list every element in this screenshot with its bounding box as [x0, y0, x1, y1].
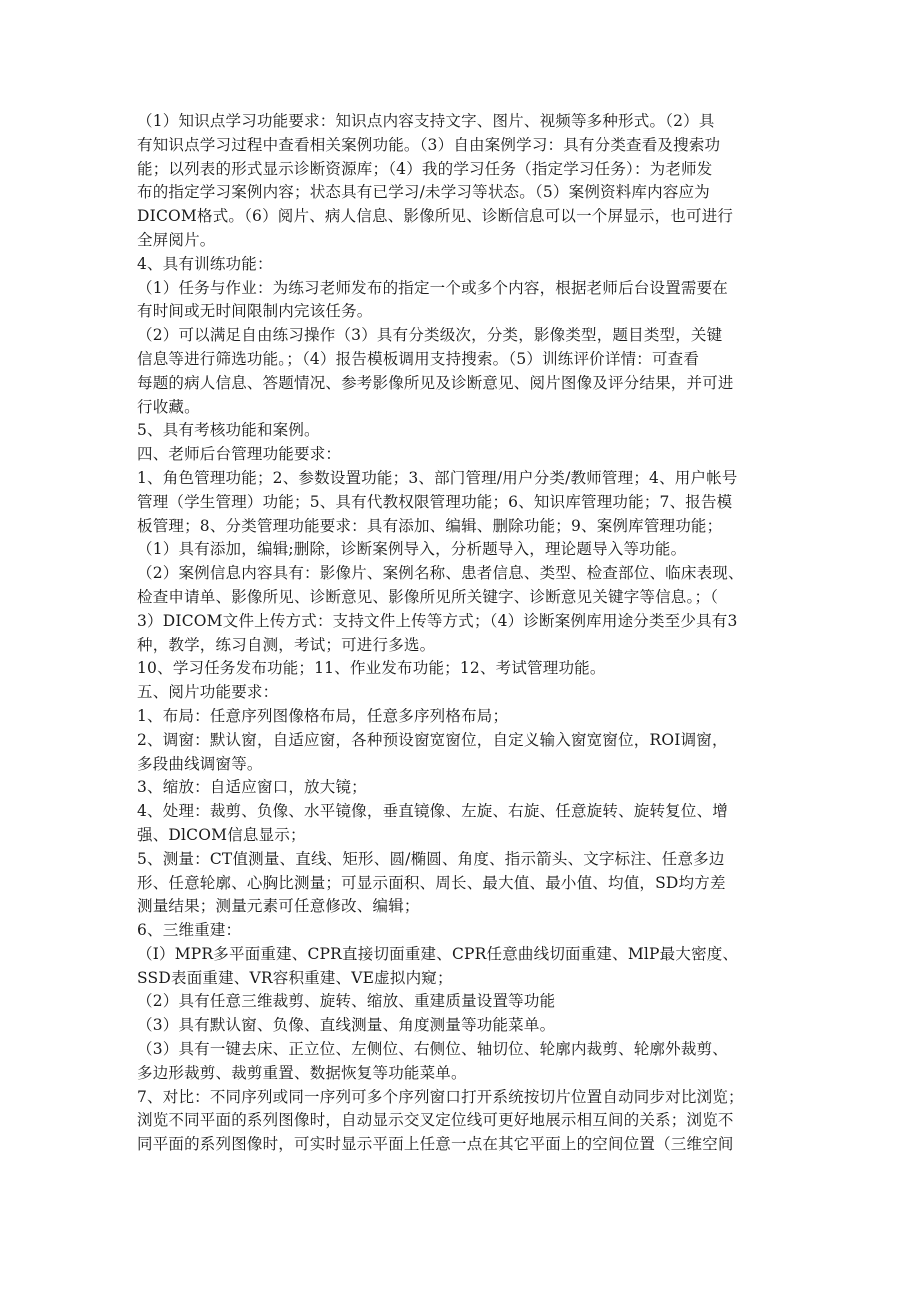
- text-line: （2）具有任意三维裁剪、旋转、缩放、重建质量设置等功能: [137, 992, 556, 1011]
- text-line: 形、任意轮廓、心胸比测量；可显示面积、周长、最大值、最小值、均值，SD均方差: [137, 873, 726, 892]
- text-line: DICOM格式。（6）阅片、病人信息、影像所见、诊断信息可以一个屏显示，也可进行: [137, 207, 734, 226]
- text-line: 1、布局：任意序列图像格布局，任意多序列格布局；: [137, 706, 509, 725]
- text-line: （1）知识点学习功能要求：知识点内容支持文字、图片、视频等多种形式。（2）具: [137, 112, 715, 130]
- text-line: 测量结果；测量元素可任意修改、编辑；: [137, 897, 420, 916]
- text-line: （1）任务与作业：为练习老师发布的指定一个或多个内容，根据老师后台设置需要在: [137, 278, 728, 297]
- text-line: 板管理；8、分类管理功能要求：具有添加、编辑、删除功能；9、案例库管理功能；: [137, 516, 723, 535]
- text-line: 6、三维重建：: [137, 921, 242, 940]
- text-line: 管理（学生管理）功能；5、具有代教权限管理功能；6、知识库管理功能；7、报告模: [137, 492, 733, 511]
- text-line: 每题的病人信息、答题情况、参考影像所见及诊断意见、阅片图像及评分结果，并可进: [137, 373, 734, 392]
- text-line: 4、处理：裁剪、负像、水平镜像，垂直镜像、左旋、右旋、任意旋转、旋转复位、增: [137, 802, 728, 821]
- document-body: [137, 110, 787, 1157]
- text-line: （2）可以满足自由练习操作（3）具有分类级次，分类，影像类型，题目类型，关键: [137, 326, 723, 345]
- text-line: 3、缩放：自适应窗口，放大镜；: [137, 778, 367, 797]
- text-line: 2、调窗：默认窗，自适应窗，各种预设窗宽窗位，自定义输入窗宽窗位，ROI调窗，: [137, 730, 728, 749]
- text-line: （3）具有默认窗、负像、直线测量、角度测量等功能菜单。: [137, 1016, 556, 1035]
- text-line: 有知识点学习过程中查看相关案例功能。（3）自由案例学习：具有分类查看及搜索功: [137, 135, 721, 154]
- text-line: （3）具有一键去床、正立位、左侧位、右侧位、轴切位、轮廓内裁剪、轮廓外裁剪、: [137, 1040, 728, 1059]
- text-line: 多段曲线调窗等。: [137, 754, 263, 773]
- text-line: 能；以列表的形式显示诊断资源库；（4）我的学习任务（指定学习任务）：为老师发: [137, 159, 713, 178]
- text-line: 种，教学，练习自测，考试；可进行多选。: [137, 635, 436, 654]
- text-line: （1）具有添加，编辑;删除，诊断案例导入，分析题导入，理论题导入等功能。: [137, 540, 687, 559]
- text-line: 3）DICOM文件上传方式：支持文件上传等方式；（4）诊断案例库用途分类至少具有3: [137, 611, 738, 630]
- text-line: 强、DlCOM信息显示；: [137, 825, 306, 844]
- text-line: SSD表面重建、VR容积重建、VE虚拟内窥；: [137, 968, 453, 987]
- text-line: （I）MPR多平面重建、CPR直接切面重建、CPR任意曲线切面重建、MlP最大密度、: [137, 944, 739, 963]
- text-line: （2）案例信息内容具有：影像片、案例名称、患者信息、类型、检查部位、临床表现、: [137, 564, 744, 583]
- text-line: 多边形裁剪、裁剪重置、数据恢复等功能菜单。: [137, 1063, 467, 1082]
- text-line: 四、老师后台管理功能要求：: [137, 445, 342, 464]
- text-line: 五、阅片功能要求：: [137, 683, 279, 702]
- text-line: 5、具有考核功能和案例。: [137, 421, 320, 440]
- text-line: 7、对比：不同序列或同一序列可多个序列窗口打开系统按切片位置自动同步对比浏览；: [137, 1087, 744, 1106]
- text-line: 布的指定学习案例内容；状态具有已学习/未学习等状态。（5）案例资料库内容应为: [137, 183, 710, 202]
- text-line: 10、学习任务发布功能；11、作业发布功能；12、考试管理功能。: [137, 659, 606, 678]
- text-line: 1、角色管理功能；2、参数设置功能；3、部门管理/用户分类/教师管理；4、用户帐号: [137, 468, 738, 487]
- text-line: 同平面的系列图像时，可实时显示平面上任意一点在其它平面上的空间位置（三维空间: [137, 1135, 734, 1154]
- text-line: 浏览不同平面的系列图像时，自动显示交叉定位线可更好地展示相互间的关系；浏览不: [137, 1111, 734, 1130]
- text-line: 信息等进行筛选功能。；（4）报告模板调用支持搜索。（5）训练评价详情：可查看: [137, 349, 700, 368]
- text-line: 4、具有训练功能：: [137, 254, 273, 273]
- text-line: 5、测量：CT值测量、直线、矩形、圆/椭圆、角度、指示箭头、文字标注、任意多边: [137, 849, 725, 868]
- text-line: 全屏阅片。: [137, 230, 216, 249]
- text-line: 有时间或无时间限制内完该任务。: [137, 302, 373, 321]
- text-line: 检查申请单、影像所见、诊断意见、影像所见所关键字、诊断意见关键字等信息。；（: [137, 587, 719, 606]
- text-line: 行收藏。: [137, 397, 200, 416]
